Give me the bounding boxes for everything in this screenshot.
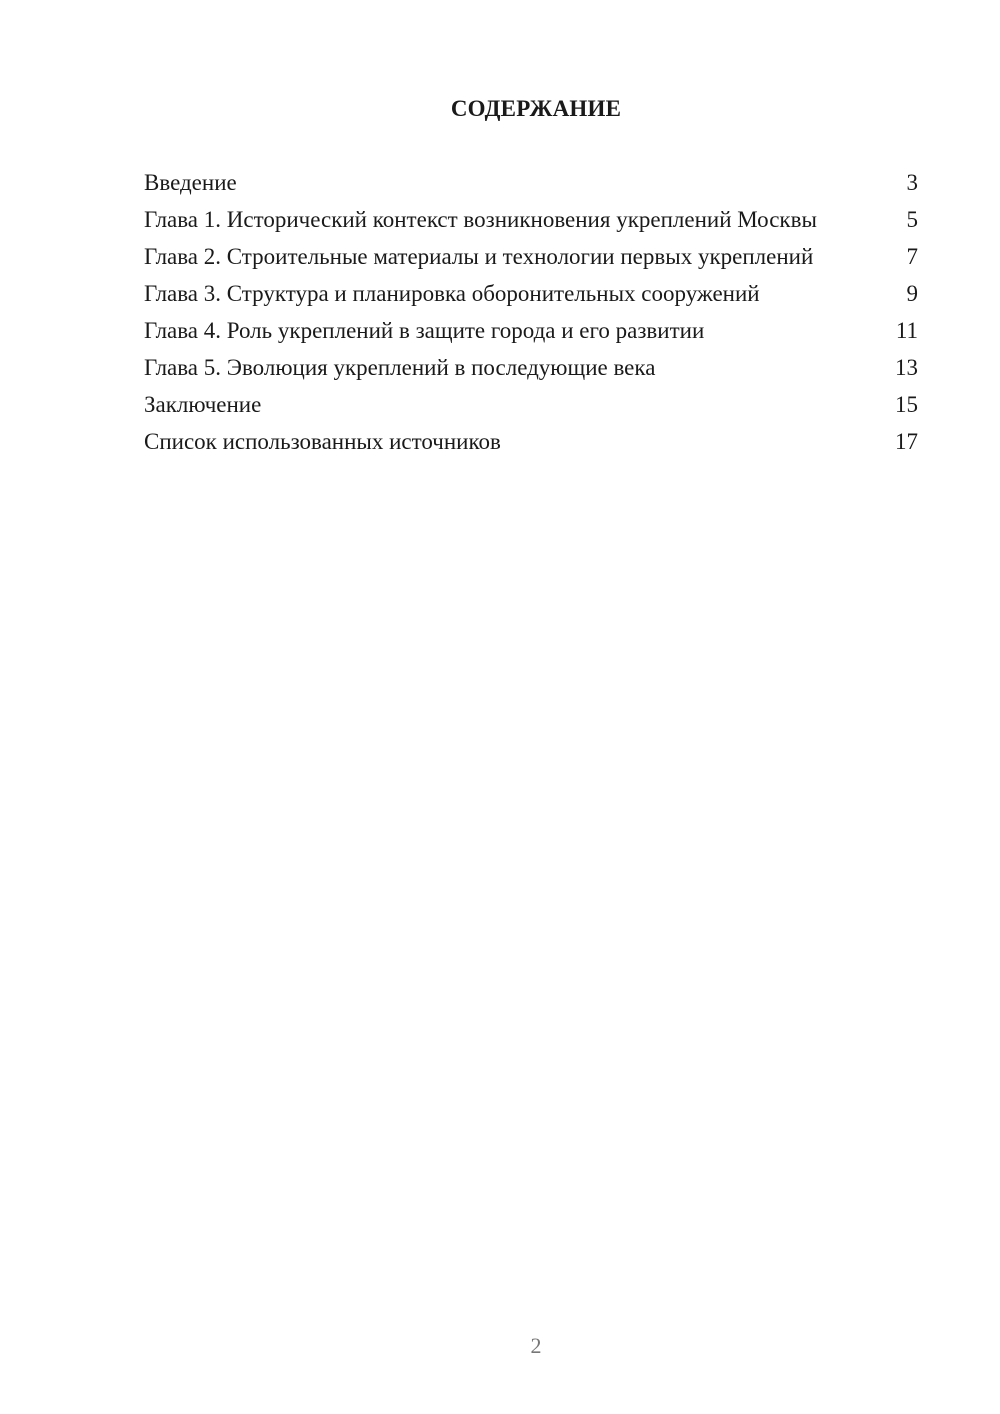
toc-entry-label: Глава 4. Роль укреплений в защите города и его развитии xyxy=(144,318,705,343)
toc-entry-chapter-1 xyxy=(144,207,918,233)
toc-entry-page: 17 xyxy=(895,429,918,454)
toc-entry-label: Глава 1. Исторический контекст возникновения укреплений Москвы xyxy=(144,207,817,232)
toc-entry-page: 5 xyxy=(906,207,918,232)
toc-entry-page: 9 xyxy=(906,281,918,306)
toc-entry-label: Список использованных источников xyxy=(144,429,501,454)
toc-entry-chapter-2 xyxy=(144,244,918,270)
toc-entry-chapter-5 xyxy=(144,355,918,381)
toc-entry-chapter-4 xyxy=(144,318,918,344)
toc-entry-label: Глава 2. Строительные материалы и технологии первых укреплений xyxy=(144,244,814,269)
toc-entry-page: 11 xyxy=(895,318,918,343)
toc-entry-label: Глава 3. Структура и планировка оборонительных сооружений xyxy=(144,281,760,306)
toc-entry-page: 7 xyxy=(906,244,918,269)
toc-entry-label: Введение xyxy=(144,170,237,195)
toc-entry-references xyxy=(144,429,918,455)
toc-entry-label: Глава 5. Эволюция укреплений в последующие века xyxy=(144,355,656,380)
toc-entry-page: 15 xyxy=(895,392,918,417)
toc-entry-introduction xyxy=(144,170,918,196)
table-of-contents xyxy=(144,170,918,466)
toc-title: СОДЕРЖАНИЕ xyxy=(450,96,622,121)
page-number: 2 xyxy=(530,1333,542,1358)
toc-entry-label: Заключение xyxy=(144,392,262,417)
toc-entry-page: 3 xyxy=(906,170,918,195)
toc-entry-chapter-3 xyxy=(144,281,918,307)
toc-entry-page: 13 xyxy=(895,355,918,380)
toc-entry-conclusion xyxy=(144,392,918,418)
